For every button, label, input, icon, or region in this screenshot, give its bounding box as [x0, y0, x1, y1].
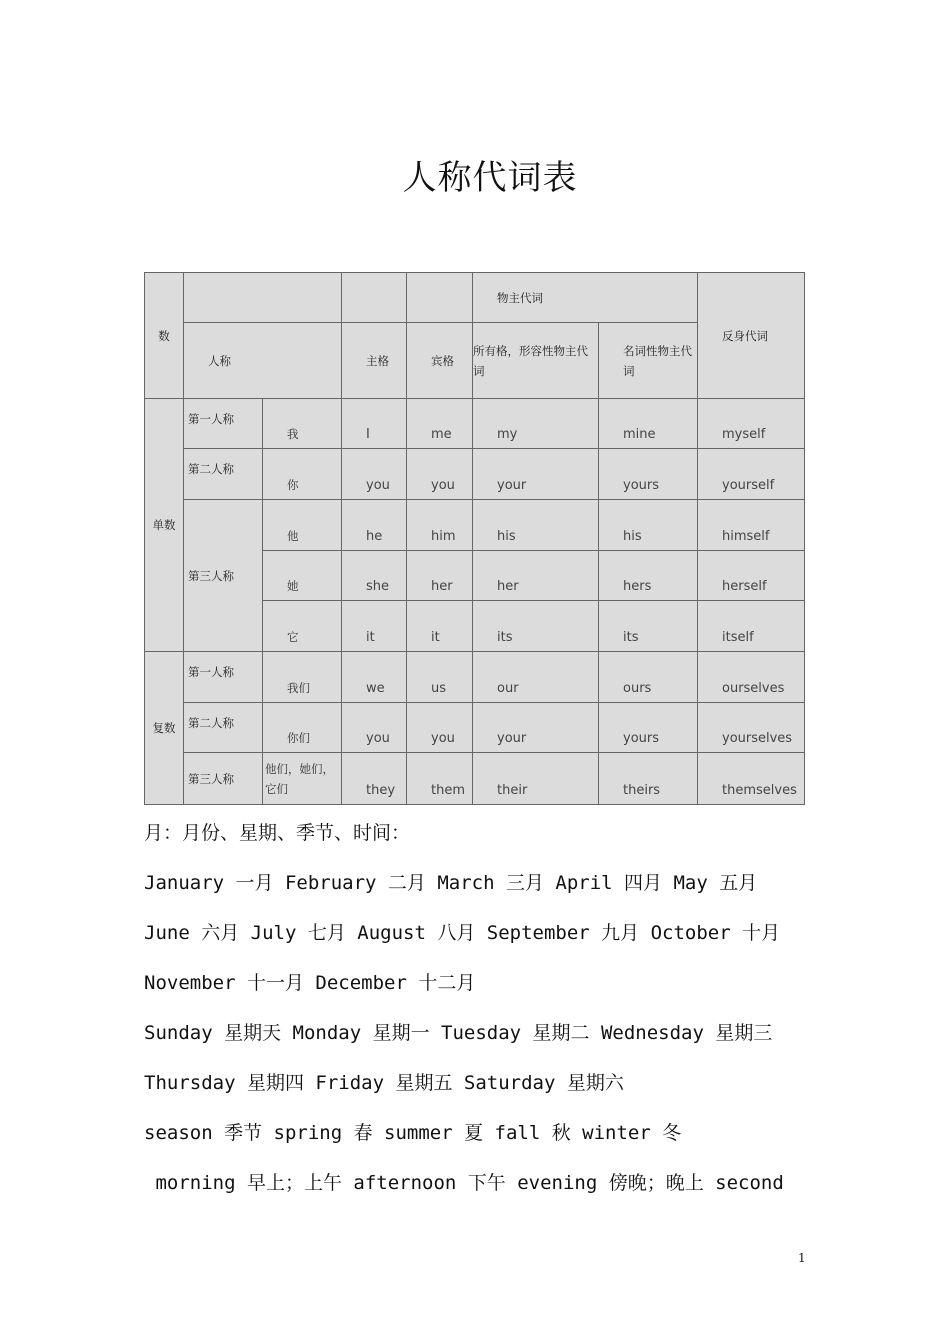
row-refl: herself — [698, 551, 805, 601]
text-line: season 季节 spring 春 summer 夏 fall 秋 winter 冬 — [144, 1122, 682, 1144]
row-subject: I — [342, 399, 407, 449]
vocabulary-text — [144, 818, 824, 1218]
row-cn: 你 — [263, 449, 342, 500]
row-noun: his — [599, 500, 698, 551]
row-object: you — [407, 449, 473, 500]
row-adj: his — [473, 500, 599, 551]
text-line: November 十一月 December 十二月 — [144, 972, 476, 994]
row-object: you — [407, 703, 473, 753]
header-reflexive: 反身代词 — [698, 273, 805, 399]
row-subject: we — [342, 652, 407, 703]
row-cn: 他们，她们，它们 — [263, 753, 342, 805]
row-cn: 它 — [263, 601, 342, 652]
row-object: us — [407, 652, 473, 703]
header-number: 数 — [145, 273, 184, 399]
row-adj: our — [473, 652, 599, 703]
row-object: her — [407, 551, 473, 601]
header-subject: 主格 — [342, 323, 407, 399]
text-line: 月：月份、星期、季节、时间： — [144, 822, 411, 844]
text-line: morning 早上；上午 afternoon 下午 evening 傍晚；晚上 second — [144, 1172, 784, 1194]
row-noun: hers — [599, 551, 698, 601]
person-third: 第三人称 — [184, 500, 263, 652]
row-noun: yours — [599, 703, 698, 753]
row-adj: its — [473, 601, 599, 652]
row-refl: yourself — [698, 449, 805, 500]
header-noun-possessive: 名词性物主代词 — [599, 323, 698, 399]
row-adj: their — [473, 753, 599, 805]
row-subject: he — [342, 500, 407, 551]
row-subject: you — [342, 449, 407, 500]
row-refl: himself — [698, 500, 805, 551]
row-subject: you — [342, 703, 407, 753]
row-refl: itself — [698, 601, 805, 652]
row-object: it — [407, 601, 473, 652]
row-noun: its — [599, 601, 698, 652]
row-refl: themselves — [698, 753, 805, 805]
text-line: Thursday 星期四 Friday 星期五 Saturday 星期六 — [144, 1072, 624, 1094]
header-blank — [342, 273, 407, 323]
row-object: him — [407, 500, 473, 551]
header-blank — [407, 273, 473, 323]
row-cn: 你们 — [263, 703, 342, 753]
row-subject: they — [342, 753, 407, 805]
row-adj: your — [473, 449, 599, 500]
group-plural: 复数 — [145, 652, 184, 805]
row-refl: myself — [698, 399, 805, 449]
row-cn: 我 — [263, 399, 342, 449]
row-subject: she — [342, 551, 407, 601]
row-noun: yours — [599, 449, 698, 500]
row-noun: ours — [599, 652, 698, 703]
page-number: 1 — [798, 1251, 806, 1265]
person-third: 第三人称 — [184, 753, 263, 805]
row-cn: 他 — [263, 500, 342, 551]
text-line: January 一月 February 二月 March 三月 April 四月 May 五月 — [144, 872, 758, 894]
page-title: 人称代词表 — [402, 158, 578, 198]
row-adj: your — [473, 703, 599, 753]
row-refl: ourselves — [698, 652, 805, 703]
row-object: them — [407, 753, 473, 805]
text-line: June 六月 July 七月 August 八月 September 九月 October 十月 — [144, 922, 781, 944]
group-singular: 单数 — [145, 399, 184, 652]
text-line: Sunday 星期天 Monday 星期一 Tuesday 星期二 Wednesday 星期三 — [144, 1022, 773, 1044]
row-adj: my — [473, 399, 599, 449]
row-adj: her — [473, 551, 599, 601]
pronoun-table — [144, 272, 805, 805]
header-adjective-possessive: 所有格，形容性物主代词 — [473, 323, 599, 399]
person-first: 第一人称 — [184, 652, 263, 703]
row-cn: 她 — [263, 551, 342, 601]
person-second: 第二人称 — [184, 449, 263, 500]
person-first: 第一人称 — [184, 399, 263, 449]
row-cn: 我们 — [263, 652, 342, 703]
header-possessive: 物主代词 — [473, 273, 698, 323]
row-subject: it — [342, 601, 407, 652]
row-refl: yourselves — [698, 703, 805, 753]
header-object: 宾格 — [407, 323, 473, 399]
row-noun: theirs — [599, 753, 698, 805]
row-object: me — [407, 399, 473, 449]
header-blank — [184, 273, 342, 323]
header-person: 人称 — [184, 323, 342, 399]
person-second: 第二人称 — [184, 703, 263, 753]
row-noun: mine — [599, 399, 698, 449]
